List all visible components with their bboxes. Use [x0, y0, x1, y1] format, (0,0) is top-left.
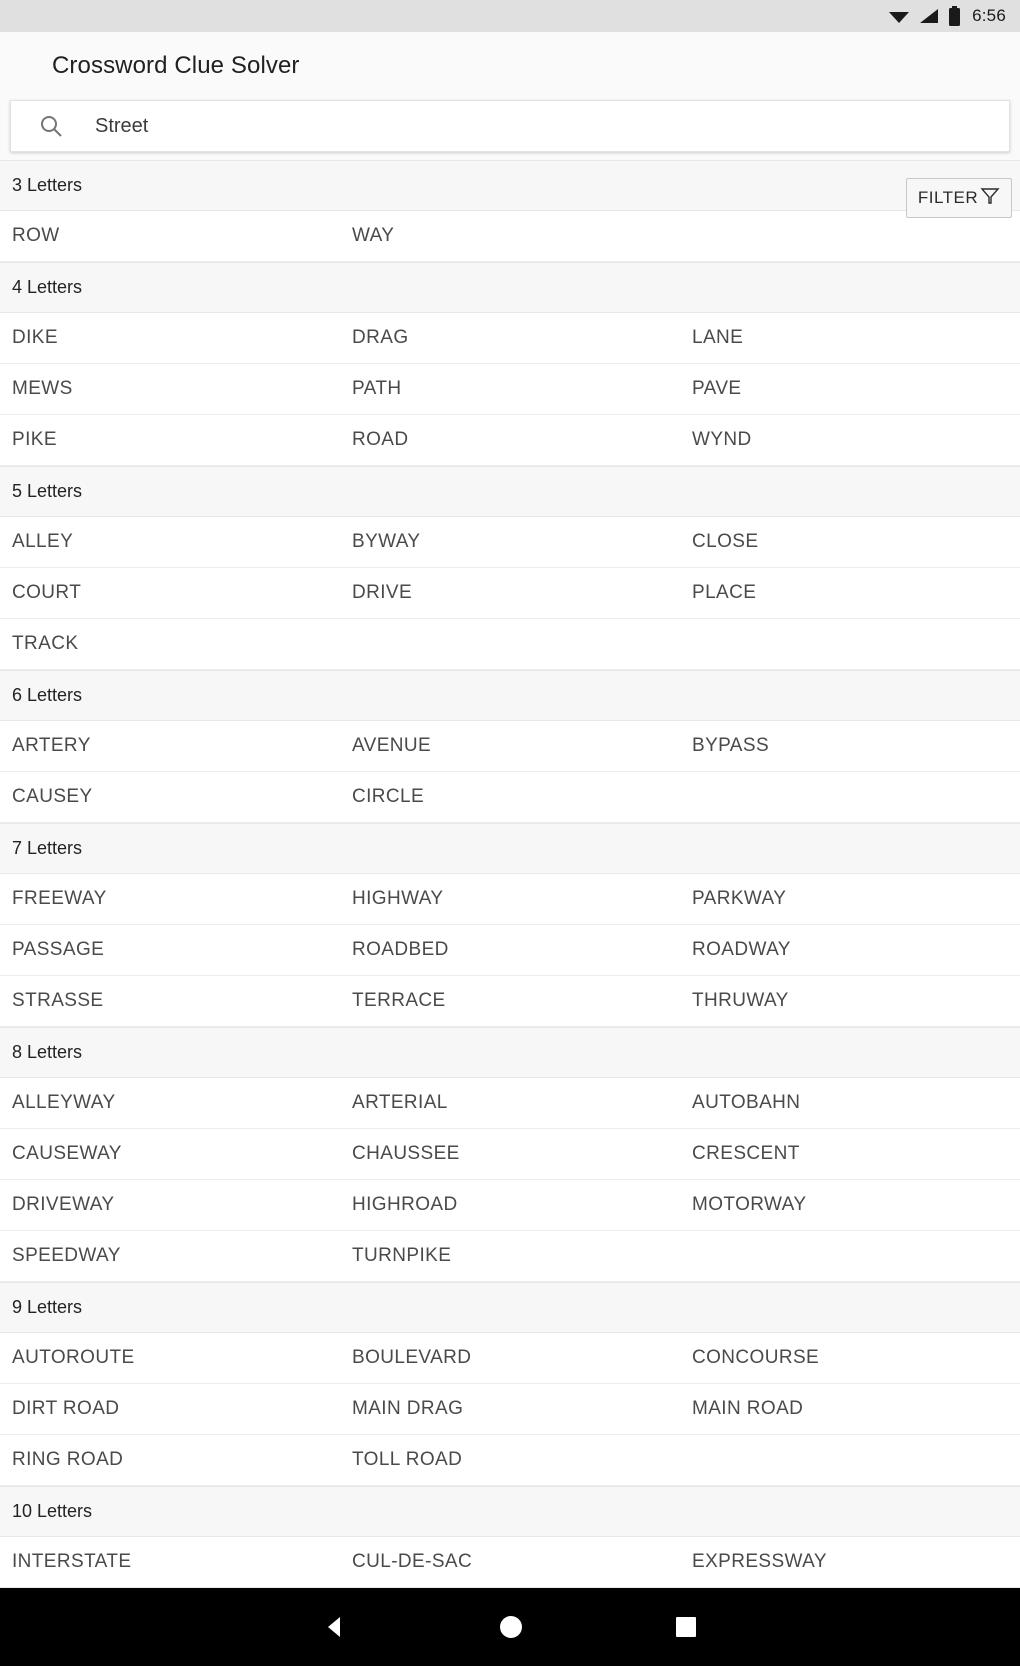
answer-cell[interactable]: PATH	[352, 378, 402, 399]
answer-cell[interactable]: ROW	[12, 225, 60, 246]
answer-cell[interactable]: EXPRESSWAY	[692, 1551, 827, 1572]
answer-cell[interactable]: DIRT ROAD	[12, 1398, 120, 1419]
answer-cell[interactable]: HIGHROAD	[352, 1194, 458, 1215]
table-row	[0, 1435, 1020, 1486]
answer-cell[interactable]: ARTERY	[12, 735, 91, 756]
answer-cell[interactable]: ROAD	[352, 429, 409, 450]
answer-cell[interactable]: LANE	[692, 327, 744, 348]
filter-button-label: FILTER	[917, 188, 979, 207]
answer-cell[interactable]: ROADBED	[352, 939, 449, 960]
answer-cell[interactable]: CONCOURSE	[692, 1347, 820, 1368]
answer-cell[interactable]: DRIVE	[352, 582, 413, 603]
table-row	[0, 1384, 1020, 1435]
table-row	[0, 619, 1020, 670]
table-row	[0, 364, 1020, 415]
group-header: 7 Letters	[0, 823, 1020, 874]
answer-cell[interactable]: CHAUSSEE	[352, 1143, 460, 1164]
answer-cell[interactable]: PASSAGE	[12, 939, 105, 960]
answer-cell[interactable]: AUTOROUTE	[12, 1347, 135, 1368]
table-row	[0, 415, 1020, 466]
table-row	[0, 772, 1020, 823]
answer-cell[interactable]: CUL-DE-SAC	[352, 1551, 473, 1572]
answer-cell[interactable]: MEWS	[12, 378, 73, 399]
answer-cell[interactable]: MOTORWAY	[692, 1194, 807, 1215]
search-box[interactable]	[10, 100, 1010, 152]
results-list[interactable]	[0, 160, 1020, 1588]
answer-cell[interactable]: CRESCENT	[692, 1143, 800, 1164]
app-bar	[0, 32, 1020, 100]
search-bar-container	[0, 100, 1020, 160]
answer-cell[interactable]: STRASSE	[12, 990, 104, 1011]
answer-cell[interactable]: TOLL ROAD	[352, 1449, 463, 1470]
answer-cell[interactable]: DIKE	[12, 327, 58, 348]
answer-cell[interactable]: ARTERIAL	[352, 1092, 448, 1113]
answer-cell[interactable]: BOULEVARD	[352, 1347, 472, 1368]
answer-cell[interactable]: DRAG	[352, 327, 409, 348]
recents-square-icon[interactable]	[674, 1615, 698, 1639]
table-row	[0, 1078, 1020, 1129]
answer-cell[interactable]: CLOSE	[692, 531, 759, 552]
answer-cell[interactable]: WAY	[352, 225, 395, 246]
group-header: 4 Letters	[0, 262, 1020, 313]
answer-cell[interactable]: BYWAY	[352, 531, 421, 552]
status-bar	[0, 0, 1020, 32]
answer-cell[interactable]: PLACE	[692, 582, 757, 603]
group-header: 8 Letters	[0, 1027, 1020, 1078]
filter-button[interactable]	[906, 178, 1012, 218]
answer-cell[interactable]: SPEEDWAY	[12, 1245, 121, 1266]
answer-cell[interactable]: THRUWAY	[692, 990, 789, 1011]
status-time: 6:56	[972, 6, 1006, 25]
answer-cell[interactable]: WYND	[692, 429, 752, 450]
answer-cell[interactable]: TURNPIKE	[352, 1245, 452, 1266]
table-row	[0, 925, 1020, 976]
table-row	[0, 1180, 1020, 1231]
answer-cell[interactable]: FREEWAY	[12, 888, 107, 909]
page-title: Crossword Clue Solver	[52, 52, 300, 79]
group-header: 9 Letters	[0, 1282, 1020, 1333]
home-circle-icon[interactable]	[498, 1614, 524, 1640]
answer-cell[interactable]: AUTOBAHN	[692, 1092, 801, 1113]
group-header: 3 Letters	[0, 160, 1020, 211]
table-row	[0, 1333, 1020, 1384]
answer-cell[interactable]: MAIN DRAG	[352, 1398, 464, 1419]
answer-cell[interactable]: ALLEYWAY	[12, 1092, 116, 1113]
table-row	[0, 1129, 1020, 1180]
answer-cell[interactable]: COURT	[12, 582, 82, 603]
search-input[interactable]	[95, 115, 871, 138]
answer-cell[interactable]: TERRACE	[352, 990, 446, 1011]
group-header: 6 Letters	[0, 670, 1020, 721]
answer-cell[interactable]: RING ROAD	[12, 1449, 124, 1470]
answer-cell[interactable]: PARKWAY	[692, 888, 787, 909]
table-row	[0, 1537, 1020, 1588]
answer-cell[interactable]: CAUSEY	[12, 786, 93, 807]
battery-icon	[948, 6, 961, 26]
search-icon	[39, 114, 63, 138]
table-row	[0, 517, 1020, 568]
system-nav-bar	[0, 1588, 1020, 1666]
answer-cell[interactable]: CAUSEWAY	[12, 1143, 122, 1164]
answer-cell[interactable]: INTERSTATE	[12, 1551, 132, 1572]
answer-cell[interactable]: HIGHWAY	[352, 888, 444, 909]
signal-icon	[919, 8, 939, 24]
table-row	[0, 1231, 1020, 1282]
table-row	[0, 976, 1020, 1027]
back-triangle-icon[interactable]	[322, 1614, 348, 1640]
wifi-icon	[888, 8, 910, 24]
answer-cell[interactable]: ALLEY	[12, 531, 74, 552]
answer-cell[interactable]: MAIN ROAD	[692, 1398, 804, 1419]
answer-cell[interactable]: PIKE	[12, 429, 57, 450]
answer-cell[interactable]: CIRCLE	[352, 786, 425, 807]
table-row	[0, 568, 1020, 619]
group-header: 10 Letters	[0, 1486, 1020, 1537]
answer-cell[interactable]: BYPASS	[692, 735, 770, 756]
table-row	[0, 313, 1020, 364]
answer-cell[interactable]: TRACK	[12, 633, 79, 654]
table-row	[0, 721, 1020, 772]
answer-cell[interactable]: PAVE	[692, 378, 742, 399]
answer-cell[interactable]: DRIVEWAY	[12, 1194, 115, 1215]
answer-cell[interactable]: ROADWAY	[692, 939, 791, 960]
group-header: 5 Letters	[0, 466, 1020, 517]
answer-cell[interactable]: AVENUE	[352, 735, 432, 756]
filter-funnel-icon	[980, 187, 1000, 210]
table-row	[0, 874, 1020, 925]
table-row	[0, 211, 1020, 262]
